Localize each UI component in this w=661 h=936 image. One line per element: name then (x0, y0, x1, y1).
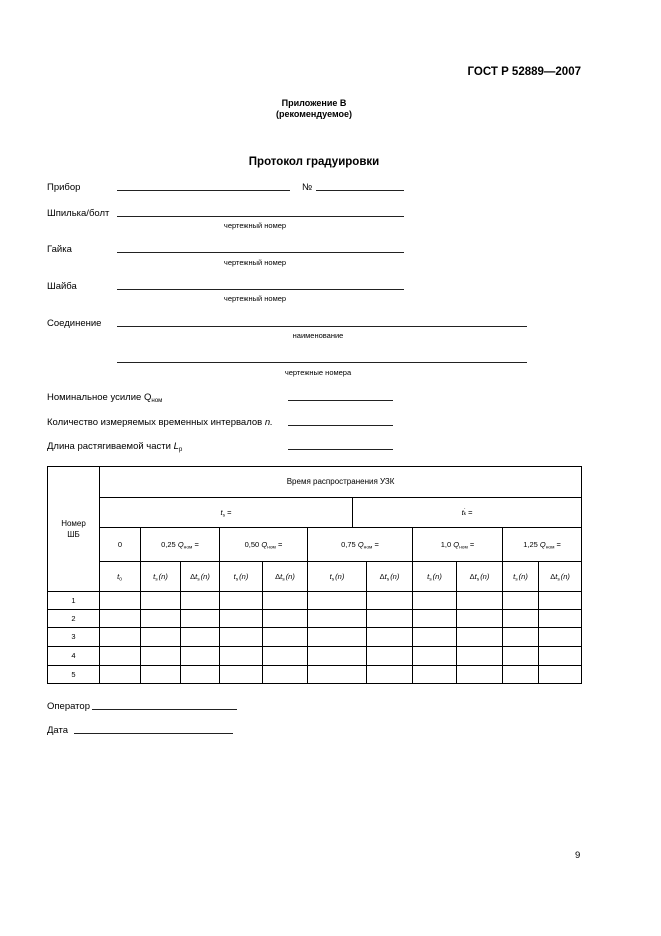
table-cell (308, 610, 367, 628)
length-text: Длина растягиваемой части (47, 441, 174, 452)
length-label (47, 441, 182, 452)
nominal-force-label (47, 392, 162, 403)
standard-designation: ГОСТ Р 52889—2007 (467, 66, 581, 78)
subheader-dts-025 (181, 562, 220, 592)
table-cell (503, 666, 539, 684)
subheader-symbol: t (329, 571, 332, 581)
table-cell (539, 666, 582, 684)
subheader-dts-050 (263, 562, 308, 592)
header-tk (353, 498, 582, 528)
load-suffix: = (467, 539, 475, 549)
table-cell (100, 666, 141, 684)
subheader-dts-075 (367, 562, 413, 592)
device-number-blank-line (316, 190, 404, 191)
subheader-argument: (n) (432, 571, 442, 581)
subheader-t0 (100, 562, 141, 592)
table-cell (141, 610, 181, 628)
table-cell (100, 592, 141, 610)
load-prefix: 0,50 (244, 539, 262, 549)
header-load-075 (308, 528, 413, 562)
subheader-symbol: t (384, 571, 387, 581)
intervals-blank-line (288, 425, 393, 426)
table-cell (367, 647, 413, 666)
stud-blank-line (117, 216, 404, 217)
date-label: Дата (47, 725, 69, 736)
table-cell (457, 666, 503, 684)
subheader-subscript: s (331, 576, 335, 582)
appendix-title: Приложение В (281, 98, 347, 108)
row-number: 3 (48, 628, 100, 647)
load-symbol: Q (357, 539, 364, 549)
length-subscript: р (178, 445, 183, 453)
table-cell (308, 666, 367, 684)
table-cell (141, 666, 181, 684)
table-cell (413, 647, 457, 666)
subheader-subscript: s (386, 576, 390, 582)
header-tk-subscript: k (463, 511, 467, 517)
calibration-table (47, 466, 582, 684)
appendix-subtitle: (рекомендуемое) (276, 109, 352, 119)
table-cell (539, 628, 582, 647)
subheader-subscript: s (282, 576, 285, 582)
header-propagation-time: Время распространения УЗК (100, 467, 582, 498)
joint-drawings-blank-line (117, 362, 527, 363)
row-number: 4 (48, 647, 100, 666)
subheader-ts-075 (308, 562, 367, 592)
nominal-force-subscript: ном (151, 396, 163, 404)
nut-label: Гайка (47, 244, 72, 255)
table-cell (100, 610, 141, 628)
table-cell (457, 628, 503, 647)
device-number-sign: № (302, 182, 313, 193)
subheader-ts-125 (503, 562, 539, 592)
subheader-symbol: t (513, 571, 516, 581)
load-prefix: 1,0 (440, 539, 454, 549)
operator-label: Оператор (47, 701, 90, 712)
nominal-force-symbol: Q (143, 392, 152, 403)
table-row (48, 628, 582, 647)
table-cell (539, 610, 582, 628)
load-prefix: 0,25 (161, 539, 178, 549)
table-cell (263, 628, 308, 647)
header-load-050 (220, 528, 308, 562)
subheader-prefix: Δ (469, 571, 475, 581)
subheader-argument: (n) (200, 571, 210, 581)
subheader-symbol: t (280, 571, 283, 581)
header-shb-number-line2: ШБ (67, 530, 80, 539)
table-cell (263, 647, 308, 666)
stud-caption: чертежный номер (223, 221, 287, 230)
table-cell (367, 592, 413, 610)
row-number: 5 (48, 666, 100, 684)
nominal-force-blank-line (288, 400, 393, 401)
table-cell (308, 592, 367, 610)
date-blank-line (74, 733, 233, 734)
subheader-symbol: t (195, 571, 198, 581)
table-cell (503, 592, 539, 610)
length-symbol: L (173, 441, 179, 452)
table-cell (457, 592, 503, 610)
subheader-prefix: Δ (379, 571, 385, 581)
device-blank-line (117, 190, 290, 191)
row-number: 1 (48, 592, 100, 610)
device-label: Прибор (47, 182, 81, 193)
subheader-subscript: s (429, 576, 432, 582)
subheader-symbol: t (153, 571, 156, 581)
row-number: 2 (48, 610, 100, 628)
joint-name-caption: наименование (292, 331, 344, 340)
header-load-100 (413, 528, 503, 562)
table-cell (413, 628, 457, 647)
load-subscript: ном (267, 544, 276, 550)
intervals-symbol: n. (264, 417, 273, 428)
subheader-symbol: t (233, 571, 236, 581)
subheader-argument: (n) (335, 571, 345, 581)
subheader-prefix: Δ (550, 571, 556, 581)
table-cell (457, 610, 503, 628)
load-suffix: = (554, 539, 561, 549)
table-cell (100, 628, 141, 647)
load-prefix: 1,25 (523, 539, 540, 549)
subheader-argument: (n) (158, 571, 168, 581)
table-cell (503, 610, 539, 628)
table-cell (141, 647, 181, 666)
subheader-subscript: s (557, 576, 560, 582)
table-cell (181, 610, 220, 628)
table-cell (413, 610, 457, 628)
table-cell (539, 647, 582, 666)
header-tk-suffix: = (466, 507, 473, 517)
load-suffix: = (275, 539, 283, 549)
subheader-argument: (n) (480, 571, 490, 581)
subheader-argument: (n) (239, 571, 249, 581)
subheader-argument: (n) (518, 571, 528, 581)
table-cell (503, 647, 539, 666)
table-row (48, 610, 582, 628)
subheader-subscript: s (155, 576, 158, 582)
header-ts-subscript: s (222, 512, 226, 518)
table-cell (413, 666, 457, 684)
subheader-ts-025 (141, 562, 181, 592)
table-cell (263, 592, 308, 610)
subheader-dts-125 (539, 562, 582, 592)
subheader-subscript: 0 (119, 576, 122, 582)
table-cell (367, 628, 413, 647)
table-cell (367, 666, 413, 684)
table-row (48, 666, 582, 684)
table-cell (367, 610, 413, 628)
table-cell (263, 610, 308, 628)
table-cell (181, 647, 220, 666)
load-suffix: = (192, 539, 199, 549)
subheader-argument: (n) (390, 571, 400, 581)
nut-blank-line (117, 252, 404, 253)
subheader-symbol: t (427, 571, 430, 581)
table-cell (539, 592, 582, 610)
operator-blank-line (92, 709, 237, 710)
header-ts-suffix: = (225, 507, 232, 517)
table-cell (220, 592, 263, 610)
subheader-prefix: Δ (190, 571, 196, 581)
table-cell (100, 647, 141, 666)
header-load-0: 0 (100, 528, 141, 562)
subheader-symbol: t (555, 571, 558, 581)
subheader-argument: (n) (560, 571, 570, 581)
table-cell (308, 628, 367, 647)
header-load-125 (503, 528, 582, 562)
load-prefix: 0,75 (341, 539, 358, 549)
subheader-prefix: Δ (275, 571, 281, 581)
washer-label: Шайба (47, 281, 77, 292)
joint-label: Соединение (47, 318, 102, 329)
stud-label: Шпилька/болт (47, 208, 110, 219)
header-tk-symbol: t (461, 507, 464, 517)
header-tk-prime: ' (464, 507, 466, 513)
table-cell (220, 666, 263, 684)
table-cell (503, 628, 539, 647)
load-subscript: ном (545, 544, 555, 550)
header-ts (100, 498, 353, 528)
washer-caption: чертежный номер (223, 294, 287, 303)
page-number: 9 (575, 850, 581, 861)
subheader-dts-100 (457, 562, 503, 592)
table-cell (308, 647, 367, 666)
subheader-symbol: t (117, 571, 120, 581)
table-cell (181, 592, 220, 610)
table-cell (263, 666, 308, 684)
intervals-text: Количество измеряемых временных интервалов (47, 417, 265, 428)
table-cell (141, 628, 181, 647)
subheader-symbol: t (474, 571, 477, 581)
table-cell (220, 647, 263, 666)
load-symbol: Q (453, 539, 460, 549)
table-cell (141, 592, 181, 610)
table-cell (220, 628, 263, 647)
header-shb-number (48, 467, 100, 592)
subheader-ts-100 (413, 562, 457, 592)
load-symbol: Q (539, 539, 546, 549)
load-subscript: ном (459, 544, 468, 550)
intervals-label (47, 417, 273, 428)
table-row (48, 647, 582, 666)
washer-blank-line (117, 289, 404, 290)
header-shb-number-line1: Номер (61, 519, 86, 528)
subheader-subscript: s (515, 576, 518, 582)
subheader-argument: (n) (285, 571, 295, 581)
length-blank-line (288, 449, 393, 450)
load-suffix: = (372, 539, 379, 549)
load-subscript: ном (363, 544, 373, 550)
load-symbol: Q (177, 539, 184, 549)
joint-drawings-caption: чертежные номера (284, 368, 352, 377)
page-title: Протокол градуировки (248, 156, 380, 168)
subheader-subscript: s (235, 576, 239, 582)
load-subscript: ном (183, 544, 193, 550)
subheader-subscript: s (197, 576, 200, 582)
table-cell (220, 610, 263, 628)
header-load-025 (141, 528, 220, 562)
appendix-heading (214, 98, 414, 120)
load-symbol: Q (261, 539, 268, 549)
nominal-force-text: Номинальное усилие (47, 392, 144, 403)
table-cell (181, 628, 220, 647)
header-ts-symbol: t (220, 507, 223, 517)
table-cell (181, 666, 220, 684)
joint-name-blank-line (117, 326, 527, 327)
subheader-ts-050 (220, 562, 263, 592)
table-cell (457, 647, 503, 666)
subheader-subscript: s (476, 576, 480, 582)
nut-caption: чертежный номер (223, 258, 287, 267)
table-cell (413, 592, 457, 610)
table-row (48, 592, 582, 610)
